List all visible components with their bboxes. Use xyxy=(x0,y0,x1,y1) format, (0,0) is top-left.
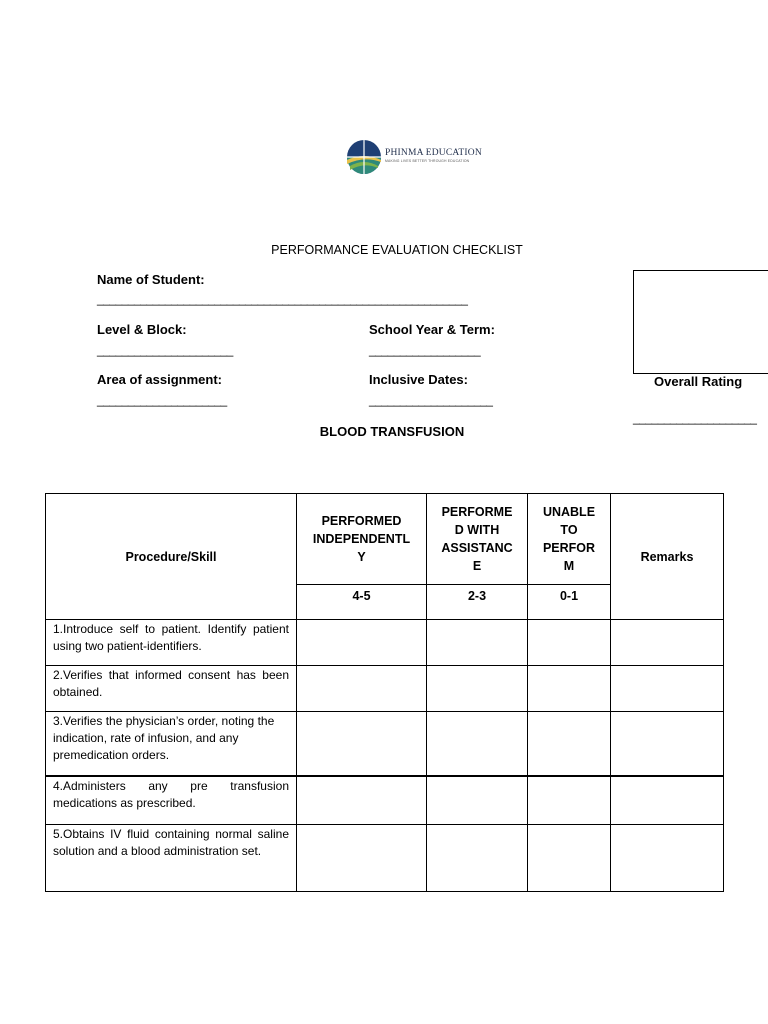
score-cell-assistance[interactable] xyxy=(427,620,528,666)
table-row xyxy=(46,825,724,892)
inclusive-dates-field[interactable]: ____________________ xyxy=(369,393,493,407)
score-independent: 4-5 xyxy=(297,585,427,620)
overall-rating-label: Overall Rating xyxy=(654,374,743,389)
remarks-cell[interactable] xyxy=(611,776,724,825)
score-cell-unable[interactable] xyxy=(528,776,611,825)
level-block-field[interactable]: ______________________ xyxy=(97,343,233,357)
score-cell-unable[interactable] xyxy=(528,712,611,776)
score-cell-independent[interactable] xyxy=(297,825,427,892)
procedure-text: 2.Verifies that informed consent has been obtained. xyxy=(46,666,297,712)
evaluation-table xyxy=(45,493,724,892)
table-row xyxy=(46,620,724,666)
area-of-assignment-field[interactable]: _____________________ xyxy=(97,393,227,407)
table-row xyxy=(46,666,724,712)
area-of-assignment-label: Area of assignment: xyxy=(97,372,222,387)
header-remarks: Remarks xyxy=(611,494,724,620)
logo-org-name: PHINMA EDUCATION xyxy=(385,148,482,158)
remarks-cell[interactable] xyxy=(611,620,724,666)
level-block-label: Level & Block: xyxy=(97,322,187,337)
overall-rating-field[interactable]: ____________________ xyxy=(633,411,757,425)
score-cell-assistance[interactable] xyxy=(427,776,528,825)
score-cell-unable[interactable] xyxy=(528,825,611,892)
procedure-text: 3.Verifies the physician’s order, noting the indication, rate of infusion, and any premedication orders. xyxy=(46,712,297,776)
document-title: PERFORMANCE EVALUATION CHECKLIST xyxy=(271,243,523,257)
header-performed-independently: PERFORMED INDEPENDENTL Y xyxy=(297,494,427,585)
header-performed-with-assistance: PERFORME D WITH ASSISTANC E xyxy=(427,494,528,585)
header-procedure-skill: Procedure/Skill xyxy=(46,494,297,620)
school-year-term-label: School Year & Term: xyxy=(369,322,495,337)
inclusive-dates-label: Inclusive Dates: xyxy=(369,372,468,387)
remarks-cell[interactable] xyxy=(611,712,724,776)
score-assistance: 2-3 xyxy=(427,585,528,620)
name-of-student-label: Name of Student: xyxy=(97,272,205,287)
section-title: BLOOD TRANSFUSION xyxy=(319,424,465,439)
score-cell-assistance[interactable] xyxy=(427,825,528,892)
header-unable-to-perform: UNABLE TO PERFOR M xyxy=(528,494,611,585)
name-of-student-field[interactable]: ____________________________________________________________ xyxy=(97,292,468,306)
procedure-text: 5.Obtains IV fluid containing normal saline solution and a blood administration set. xyxy=(46,825,297,892)
score-cell-independent[interactable] xyxy=(297,712,427,776)
remarks-cell[interactable] xyxy=(611,825,724,892)
procedure-text: 1.Introduce self to patient. Identify patient using two patient-identifiers. xyxy=(46,620,297,666)
logo-tagline: MAKING LIVES BETTER THROUGH EDUCATION xyxy=(385,159,470,163)
score-cell-assistance[interactable] xyxy=(427,712,528,776)
procedure-text: 4.Administers any pre transfusion medications as prescribed. xyxy=(46,776,297,825)
score-cell-independent[interactable] xyxy=(297,776,427,825)
score-unable: 0-1 xyxy=(528,585,611,620)
score-cell-independent[interactable] xyxy=(297,666,427,712)
remarks-cell[interactable] xyxy=(611,666,724,712)
table-row xyxy=(46,712,724,776)
phinma-logo-icon xyxy=(344,138,474,178)
score-cell-independent[interactable] xyxy=(297,620,427,666)
table-row xyxy=(46,776,724,825)
table-header-row xyxy=(46,494,724,585)
school-year-term-field[interactable]: __________________ xyxy=(369,343,481,357)
overall-rating-box[interactable] xyxy=(633,270,768,374)
score-cell-unable[interactable] xyxy=(528,620,611,666)
score-cell-unable[interactable] xyxy=(528,666,611,712)
score-cell-assistance[interactable] xyxy=(427,666,528,712)
